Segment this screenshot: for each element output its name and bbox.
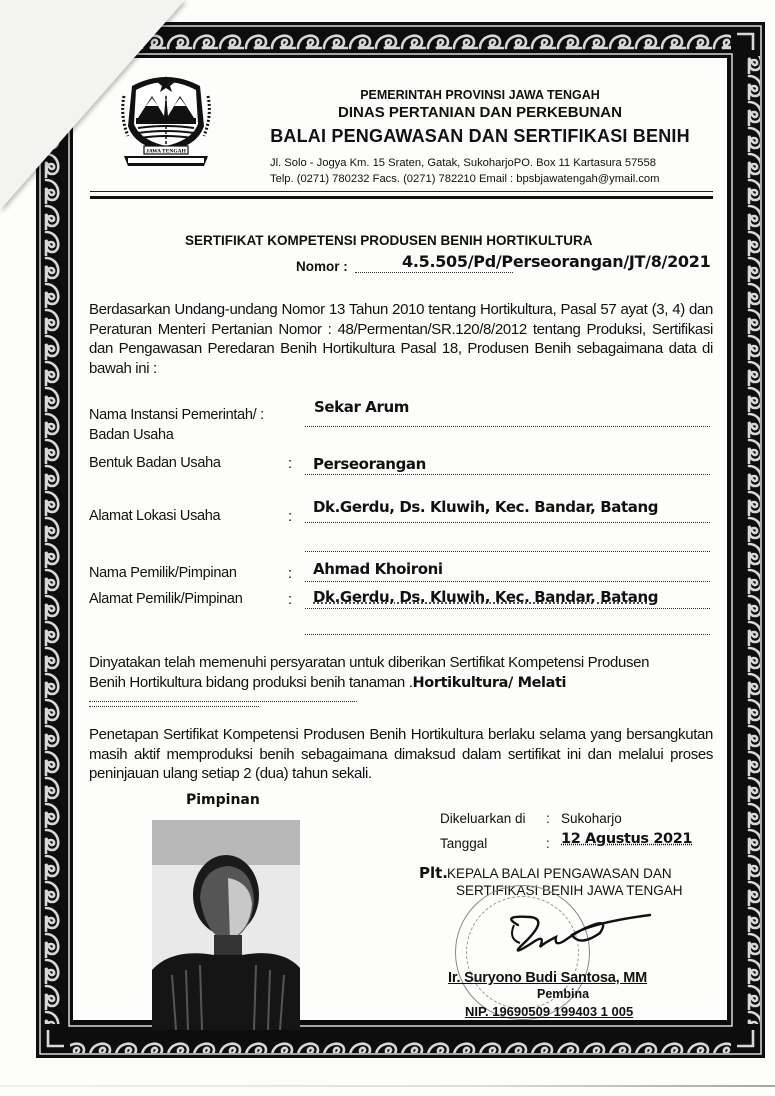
photo-caption: Pimpinan bbox=[186, 792, 260, 808]
preamble-paragraph: Berdasarkan Undang-undang Nomor 13 Tahun 2010 tentang Hortikultura, Pasal 57 ayat (3, 4) dan Peraturan Menteri Pertanian Nomor : 48/Permentan/SR.120/8/2012 tentang Produksi, Sertifikasi dan Pengawasan Peredaran Benih Hortikultura Pasal 18, Produsen Benih sebagaimana data di bawah ini : bbox=[89, 301, 713, 377]
declaration-paragraph bbox=[89, 653, 713, 713]
plt-label: Plt. bbox=[419, 864, 449, 882]
business-address-dotted-line-2 bbox=[305, 533, 710, 552]
place-value: Sukoharjo bbox=[561, 811, 622, 826]
colon: : bbox=[288, 565, 293, 582]
declaration-prefix: Benih Hortikultura bidang produksi benih tanaman . bbox=[89, 673, 413, 691]
certificate-title: SERTIFIKAT KOMPETENSI PRODUSEN BENIH HORTIKULTURA bbox=[185, 233, 593, 248]
place-label: Dikeluarkan di bbox=[440, 811, 526, 826]
business-form-label: Bentuk Badan Usaha bbox=[89, 455, 221, 471]
office-address bbox=[270, 155, 659, 187]
office-name: BALAI PENGAWASAN DAN SERTIFIKASI BENIH bbox=[270, 126, 690, 146]
colon: : bbox=[288, 508, 293, 525]
signatory-rank: Pembina bbox=[537, 987, 590, 1001]
contact-line: Telp. (0271) 780232 Facs. (0271) 782210 Email : bpsbjawatengah@ymail.com bbox=[270, 173, 660, 185]
folded-paper-corner bbox=[0, 0, 185, 210]
agency-name: DINAS PERTANIAN DAN PERKEBUNAN bbox=[338, 104, 622, 121]
signatory-title-1: KEPALA BALAI PENGAWASAN DAN bbox=[447, 866, 672, 881]
institution-label: Nama Instansi Pemerintah/ : bbox=[89, 407, 264, 423]
owner-name-label: Nama Pemilik/Pimpinan bbox=[89, 565, 237, 581]
signatory-title-2: SERTIFIKASI BENIH JAWA TENGAH bbox=[456, 883, 683, 898]
handwritten-signature-icon bbox=[460, 895, 660, 970]
institution-label-cont: Badan Usaha bbox=[89, 427, 174, 443]
owner-address-label: Alamat Pemilik/Pimpinan bbox=[89, 591, 243, 607]
date-label: Tanggal bbox=[440, 836, 488, 851]
leader-portrait-photo bbox=[152, 820, 300, 1030]
declaration-line-1: Dinyatakan telah memenuhi persyaratan untuk diberikan Sertifikat Kompetensi Produsen bbox=[89, 654, 650, 671]
validity-paragraph: Penetapan Sertifikat Kompetensi Produsen Benih Hortikultura berlaku selama yang bersangkutan masih aktif memproduksi benih sebagaimana dimaksud dalam sertifikat ini dan melalui proses peninjauan ulang setiap 2 (dua) tahun sekali. bbox=[89, 726, 713, 782]
certificate-number: 4.5.505/Pd/Perseorangan/JT/8/2021 bbox=[402, 252, 711, 271]
scan-edge-shadow bbox=[0, 1085, 775, 1087]
colon: : bbox=[546, 811, 550, 826]
signatory-name: Ir. Suryono Budi Santosa, MM bbox=[448, 970, 648, 986]
owner-address-value: Dk.Gerdu, Ds. Kluwih, Kec. Bandar, Batang bbox=[313, 588, 659, 606]
colon: : bbox=[288, 455, 293, 472]
business-form-value: Perseorangan bbox=[313, 455, 426, 473]
portrait-photo-icon bbox=[152, 820, 300, 1030]
colon: : bbox=[546, 836, 550, 851]
owner-address-dotted-line-2 bbox=[305, 616, 710, 635]
signatory-nip: NIP. 19690509 199403 1 005 bbox=[465, 1004, 634, 1019]
owner-name-value: Ahmad Khoironi bbox=[313, 560, 443, 578]
certificate-number-label: Nomor : bbox=[296, 259, 348, 274]
crop-value: Hortikultura/ Melati bbox=[412, 674, 567, 691]
business-address-value: Dk.Gerdu, Ds. Kluwih, Kec. Bandar, Batang bbox=[313, 498, 659, 516]
address-line: Jl. Solo - Jogya Km. 15 Sraten, Gatak, SukoharjoPO. Box 11 Kartasura 57558 bbox=[270, 157, 656, 169]
business-address-label: Alamat Lokasi Usaha bbox=[89, 508, 221, 524]
logo-banner-text: JAWA TENGAH bbox=[146, 148, 186, 155]
issue-date: 12 Agustus 2021 bbox=[561, 831, 693, 847]
government-name: PEMERINTAH PROVINSI JAWA TENGAH bbox=[360, 88, 600, 102]
colon: : bbox=[288, 591, 293, 608]
declaration-dotted-line-2 bbox=[89, 691, 357, 702]
institution-value: Sekar Arum bbox=[314, 398, 410, 416]
